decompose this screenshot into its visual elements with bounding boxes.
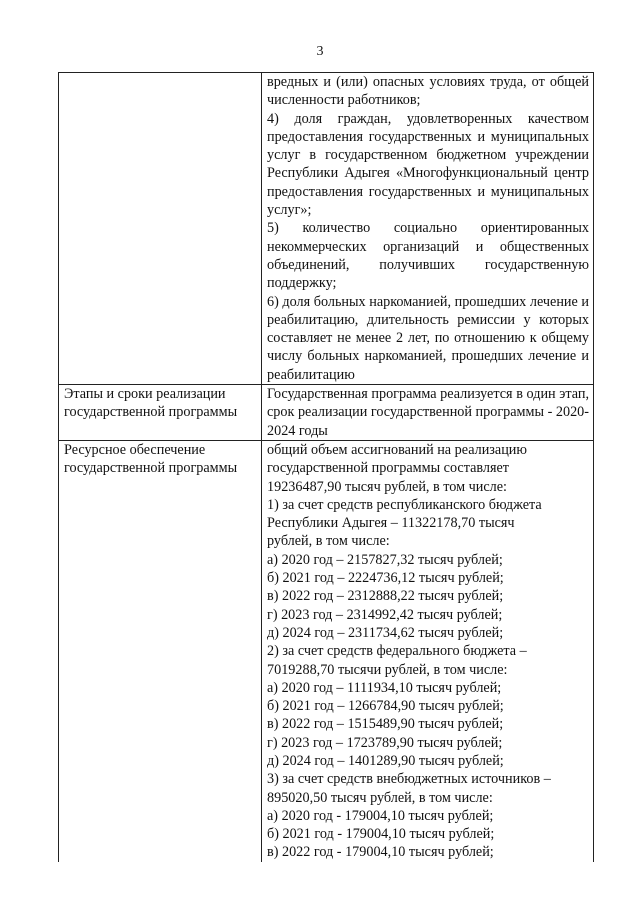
- table-row-resources: [59, 440, 594, 861]
- stages-label-cell: [59, 385, 262, 441]
- table-row-stages: [59, 385, 594, 441]
- indicators-label-cell: [59, 73, 262, 385]
- resources-value-cell: [262, 440, 594, 861]
- resources-line: г) 2023 год – 2314992,42 тысяч рублей;: [267, 606, 503, 623]
- resources-line: рублей, в том числе:: [267, 533, 390, 550]
- resources-line: а) 2020 год - 179004,10 тысяч рублей;: [267, 807, 494, 824]
- resources-line: 2) за счет средств федерального бюджета –: [267, 643, 527, 660]
- indicator-paragraph: 4) доля граждан, удовлетворенных качеством предоставления государственных и муниципальных услуг в государственном бюджетном учреждении Республики Адыгея «Многофункциональный центр предоставления государственных и муниципальных услуг»;: [267, 110, 589, 219]
- indicators-value-cell: [262, 73, 594, 385]
- resources-line: 1) за счет средств республиканского бюджета: [267, 496, 542, 513]
- table-row-indicators: [59, 73, 594, 385]
- resources-line: д) 2024 год – 1401289,90 тысяч рублей;: [267, 752, 504, 769]
- program-passport-table: [58, 72, 594, 862]
- resources-line: 19236487,90 тысяч рублей, в том числе:: [267, 478, 507, 495]
- resources-line: 7019288,70 тысячи рублей, в том числе:: [267, 661, 508, 678]
- resources-line: в) 2022 год - 179004,10 тысяч рублей;: [267, 844, 494, 861]
- resources-line: б) 2021 год – 1266784,90 тысяч рублей;: [267, 698, 504, 715]
- resources-label-cell: [59, 440, 262, 861]
- indicator-paragraph: вредных и (или) опасных условиях труда, от общей численности работников;: [267, 74, 589, 109]
- resources-line: а) 2020 год – 2157827,32 тысяч рублей;: [267, 551, 503, 568]
- resources-line: в) 2022 год – 2312888,22 тысяч рублей;: [267, 588, 504, 605]
- resources-line: 895020,50 тысяч рублей, в том числе:: [267, 789, 493, 806]
- resources-line: г) 2023 год – 1723789,90 тысяч рублей;: [267, 734, 503, 751]
- resources-line: Республики Адыгея – 11322178,70 тысяч: [267, 515, 515, 532]
- stages-text: Государственная программа реализуется в один этап, срок реализации государственной программы - 2020-2024 годы: [267, 386, 589, 439]
- resources-line: 3) за счет средств внебюджетных источников –: [267, 771, 551, 788]
- stages-value-cell: [262, 385, 594, 441]
- resources-line: б) 2021 год - 179004,10 тысяч рублей;: [267, 826, 495, 843]
- page-number: 3: [316, 44, 324, 59]
- indicator-paragraph: 6) доля больных наркоманией, прошедших лечение и реабилитацию, длительность ремиссии у которых составляет не менее 2 лет, по отношению к общему числу больных наркоманией, прошедших лечение и реабилитацию: [267, 293, 589, 383]
- resources-line: общий объем ассигнований на реализацию: [267, 441, 527, 458]
- resources-line: в) 2022 год – 1515489,90 тысяч рублей;: [267, 716, 504, 733]
- resources-label: Ресурсное обеспечение государственной программы: [64, 441, 238, 477]
- indicator-paragraph: 5) количество социально ориентированных некоммерческих организаций и общественных объединений, получивших государственную поддержку;: [267, 220, 589, 292]
- resources-line: государственной программы составляет: [267, 460, 510, 477]
- resources-line: а) 2020 год – 1111934,10 тысяч рублей;: [267, 679, 502, 696]
- stages-label: Этапы и сроки реализации государственной программы: [64, 386, 238, 421]
- resources-line: д) 2024 год – 2311734,62 тысяч рублей;: [267, 624, 504, 641]
- resources-line: б) 2021 год – 2224736,12 тысяч рублей;: [267, 570, 504, 587]
